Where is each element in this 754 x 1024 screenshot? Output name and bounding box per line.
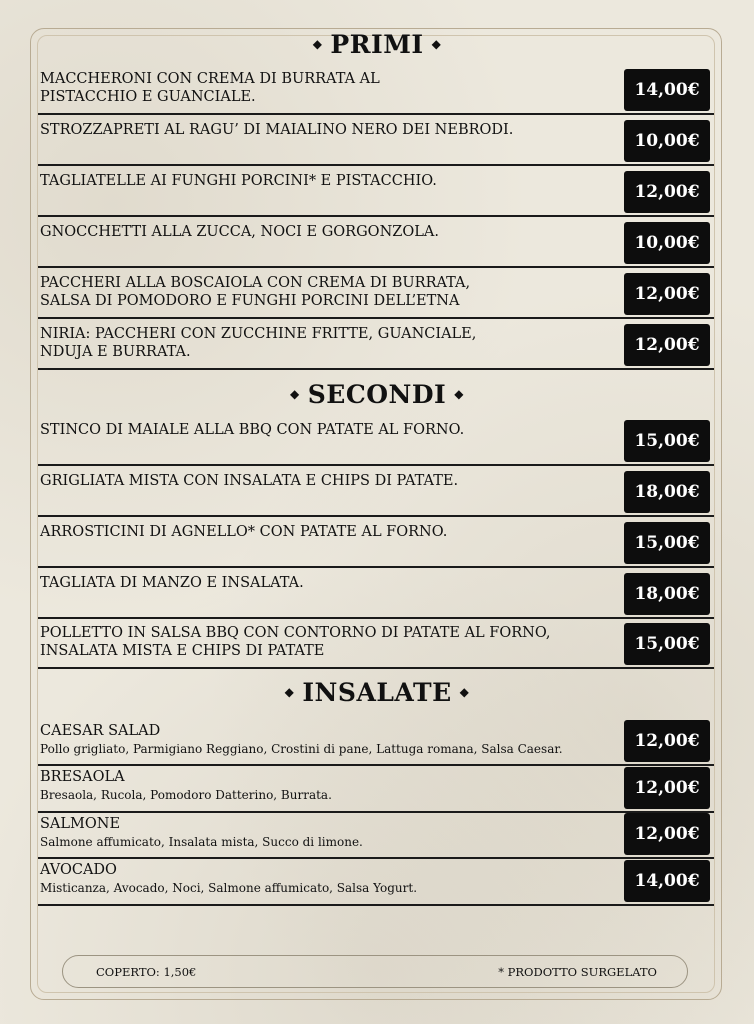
- price-badge: 15,00€: [624, 623, 710, 665]
- diamond-icon: ◆: [459, 684, 470, 699]
- menu-item: [38, 622, 714, 669]
- diamond-icon: ◆: [312, 36, 323, 51]
- price-badge: 10,00€: [624, 222, 710, 264]
- menu-item: [38, 221, 714, 268]
- menu-item: [38, 470, 714, 517]
- price-badge: 12,00€: [624, 171, 710, 213]
- dish-name: TAGLIATELLE AI FUNGHI PORCINI* E PISTACCHIO.: [40, 173, 437, 189]
- menu-item: [38, 68, 714, 115]
- dish-name: STROZZAPRETI AL RAGU’ DI MAIALINO NERO DEI NEBRODI.: [40, 122, 514, 138]
- dish-name: TAGLIATA DI MANZO E INSALATA.: [40, 575, 304, 591]
- section-title-secondi: ◆ SECONDI ◆: [290, 380, 464, 409]
- menu-item: [38, 323, 714, 370]
- diamond-icon: ◆: [290, 386, 300, 401]
- dish-name: POLLETTO IN SALSA BBQ CON CONTORNO DI PATATE AL FORNO, INSALATA MISTA E CHIPS DI PATATE: [40, 625, 551, 659]
- dish-description: Pollo grigliato, Parmigiano Reggiano, Crostini di pane, Lattuga romana, Salsa Caesar.: [40, 742, 563, 756]
- dish-name: MACCHERONI CON CREMA DI BURRATA AL PISTACCHIO E GUANCIALE.: [40, 71, 380, 105]
- price-badge: 18,00€: [624, 573, 710, 615]
- menu-item: [38, 720, 714, 766]
- price-badge: 12,00€: [624, 273, 710, 315]
- menu-item: [38, 119, 714, 166]
- dish-name: BRESAOLA Bresaola, Rucola, Pomodoro Datterino, Burrata.: [40, 768, 610, 803]
- dish-name: PACCHERI ALLA BOSCAIOLA CON CREMA DI BURRATA, SALSA DI POMODORO E FUNGHI PORCINI DELL’ETNA: [40, 275, 471, 309]
- dish-name: AVOCADO Misticanza, Avocado, Noci, Salmone affumicato, Salsa Yogurt.: [40, 861, 610, 896]
- menu-item: [38, 521, 714, 568]
- section-title-insalate: ◆ INSALATE ◆: [284, 678, 470, 707]
- menu-item: [38, 766, 714, 813]
- dish-name: SALMONE Salmone affumicato, Insalata mista, Succo di limone.: [40, 815, 610, 850]
- diamond-icon: ◆: [454, 386, 464, 401]
- dish-name: STINCO DI MAIALE ALLA BBQ CON PATATE AL FORNO.: [40, 422, 465, 438]
- dish-description: Bresaola, Rucola, Pomodoro Datterino, Burrata.: [40, 788, 332, 802]
- menu-item: [38, 419, 714, 466]
- menu-item: [38, 859, 714, 906]
- price-badge: 14,00€: [624, 69, 710, 111]
- menu-item: [38, 272, 714, 319]
- dish-name: ARROSTICINI DI AGNELLO* CON PATATE AL FORNO.: [40, 524, 448, 540]
- dish-name: GRIGLIATA MISTA CON INSALATA E CHIPS DI PATATE.: [40, 473, 459, 489]
- menu-item: [38, 170, 714, 217]
- price-badge: 10,00€: [624, 120, 710, 162]
- frozen-note: * PRODOTTO SURGELATO: [498, 965, 657, 979]
- price-badge: 12,00€: [624, 813, 710, 855]
- price-badge: 18,00€: [624, 471, 710, 513]
- footer-bar: [62, 955, 688, 988]
- dish-name: CAESAR SALAD Pollo grigliato, Parmigiano Reggiano, Crostini di pane, Lattuga romana, Salsa Caesar.: [40, 722, 610, 757]
- dish-description: Misticanza, Avocado, Noci, Salmone affumicato, Salsa Yogurt.: [40, 881, 418, 895]
- diamond-icon: ◆: [431, 36, 442, 51]
- price-badge: 14,00€: [624, 860, 710, 902]
- dish-description: Salmone affumicato, Insalata mista, Succo di limone.: [40, 835, 363, 849]
- diamond-icon: ◆: [284, 684, 295, 699]
- coperto-label: COPERTO: 1,50€: [96, 965, 197, 979]
- price-badge: 15,00€: [624, 420, 710, 462]
- menu-item: [38, 572, 714, 619]
- price-badge: 15,00€: [624, 522, 710, 564]
- price-badge: 12,00€: [624, 767, 710, 809]
- price-badge: 12,00€: [624, 720, 710, 762]
- menu-item: [38, 813, 714, 859]
- section-title-primi: ◆ PRIMI ◆: [312, 30, 442, 59]
- dish-name: GNOCCHETTI ALLA ZUCCA, NOCI E GORGONZOLA.: [40, 224, 439, 240]
- price-badge: 12,00€: [624, 324, 710, 366]
- dish-name: NIRIA: PACCHERI CON ZUCCHINE FRITTE, GUANCIALE, NDUJA E BURRATA.: [40, 326, 477, 360]
